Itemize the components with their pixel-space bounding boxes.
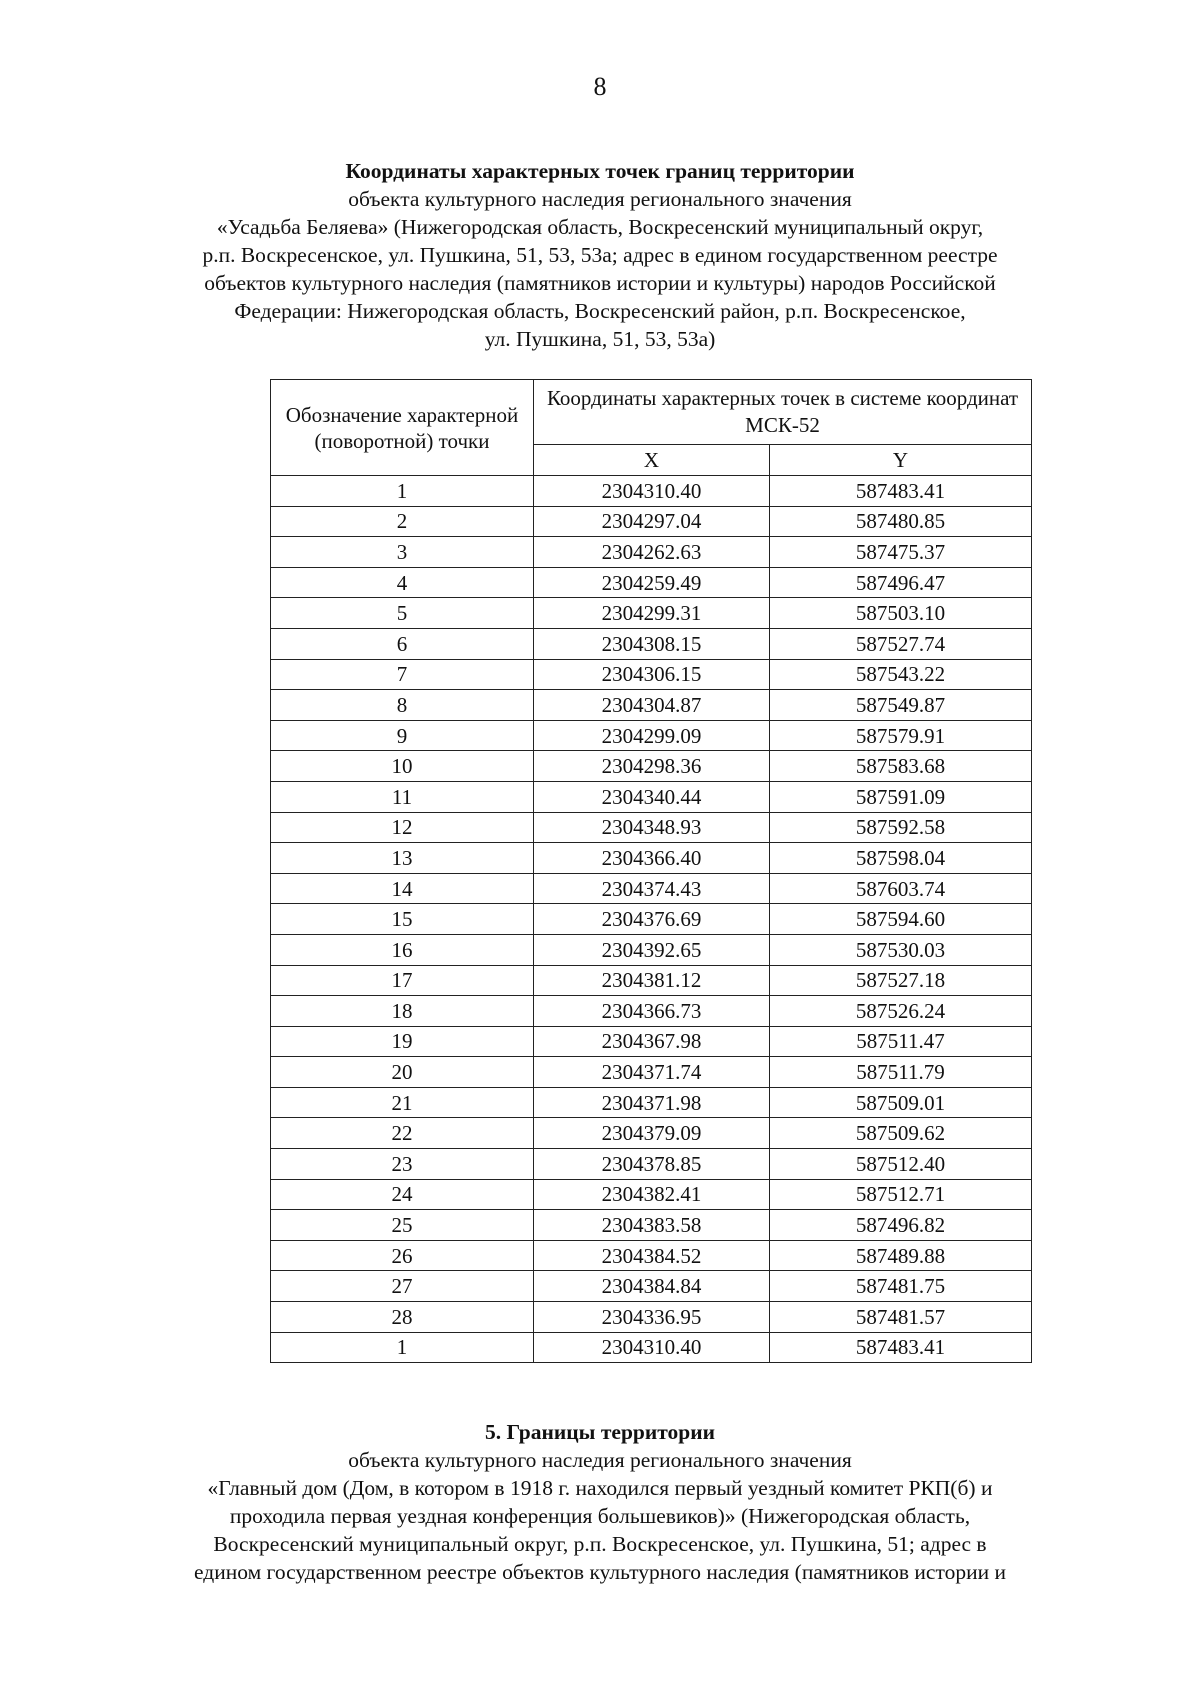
point-cell: 2 xyxy=(271,506,534,537)
table-row xyxy=(271,1271,1032,1302)
x-coordinate-cell: 2304379.09 xyxy=(534,1118,770,1149)
x-coordinate-cell: 2304384.84 xyxy=(534,1271,770,1302)
table-row xyxy=(271,1057,1032,1088)
section-line: проходила первая уездная конференция большевиков)» (Нижегородская область, xyxy=(229,1504,971,1528)
table-row xyxy=(271,1302,1032,1333)
x-coordinate-cell: 2304297.04 xyxy=(534,506,770,537)
point-cell: 6 xyxy=(271,628,534,659)
table-body xyxy=(271,476,1032,1363)
table-row xyxy=(271,567,1032,598)
y-coordinate-cell: 587594.60 xyxy=(770,904,1032,935)
x-coordinate-cell: 2304336.95 xyxy=(534,1302,770,1333)
table-row xyxy=(271,690,1032,721)
x-coordinate-cell: 2304371.74 xyxy=(534,1057,770,1088)
x-coordinate-cell: 2304340.44 xyxy=(534,781,770,812)
table-row xyxy=(271,781,1032,812)
coordinates-heading xyxy=(150,157,1050,353)
heading-line: объектов культурного наследия (памятников истории и культуры) народов Российской xyxy=(204,271,996,295)
y-coordinate-cell: 587511.47 xyxy=(770,1026,1032,1057)
table-row xyxy=(271,1149,1032,1180)
table-row xyxy=(271,1118,1032,1149)
section-line: объекта культурного наследия регионального значения xyxy=(348,1448,852,1472)
table-row xyxy=(271,1026,1032,1057)
y-coordinate-cell: 587481.75 xyxy=(770,1271,1032,1302)
x-coordinate-cell: 2304378.85 xyxy=(534,1149,770,1180)
y-coordinate-cell: 587591.09 xyxy=(770,781,1032,812)
x-coordinate-cell: 2304371.98 xyxy=(534,1087,770,1118)
section-line: едином государственном реестре объектов культурного наследия (памятников истории и xyxy=(194,1560,1006,1584)
x-coordinate-cell: 2304376.69 xyxy=(534,904,770,935)
x-coordinate-cell: 2304308.15 xyxy=(534,628,770,659)
table-row xyxy=(271,996,1032,1027)
point-cell: 16 xyxy=(271,934,534,965)
heading-line: объекта культурного наследия регионального значения xyxy=(348,187,852,211)
point-cell: 24 xyxy=(271,1179,534,1210)
x-coordinate-cell: 2304381.12 xyxy=(534,965,770,996)
y-coordinate-cell: 587509.01 xyxy=(770,1087,1032,1118)
y-coordinate-cell: 587543.22 xyxy=(770,659,1032,690)
x-coordinate-cell: 2304374.43 xyxy=(534,873,770,904)
table-row xyxy=(271,1087,1032,1118)
y-coordinate-cell: 587475.37 xyxy=(770,537,1032,568)
y-coordinate-cell: 587483.41 xyxy=(770,1332,1032,1363)
x-coordinate-cell: 2304348.93 xyxy=(534,812,770,843)
table-row xyxy=(271,904,1032,935)
table-header xyxy=(271,380,1032,476)
point-cell: 15 xyxy=(271,904,534,935)
y-coordinate-cell: 587526.24 xyxy=(770,996,1032,1027)
point-cell: 14 xyxy=(271,873,534,904)
x-coordinate-cell: 2304262.63 xyxy=(534,537,770,568)
y-coordinate-cell: 587583.68 xyxy=(770,751,1032,782)
table-row xyxy=(271,506,1032,537)
x-coordinate-cell: 2304310.40 xyxy=(534,476,770,507)
table-row xyxy=(271,751,1032,782)
x-coordinate-cell: 2304383.58 xyxy=(534,1210,770,1241)
section-5-heading xyxy=(150,1418,1050,1586)
x-coordinate-cell: 2304259.49 xyxy=(534,567,770,598)
point-cell: 1 xyxy=(271,1332,534,1363)
point-cell: 23 xyxy=(271,1149,534,1180)
page-number: 8 xyxy=(593,72,607,101)
point-cell: 7 xyxy=(271,659,534,690)
table-row xyxy=(271,598,1032,629)
point-cell: 11 xyxy=(271,781,534,812)
x-coordinate-cell: 2304310.40 xyxy=(534,1332,770,1363)
point-cell: 26 xyxy=(271,1240,534,1271)
x-coordinate-cell: 2304367.98 xyxy=(534,1026,770,1057)
heading-line: Федерации: Нижегородская область, Воскресенский район, р.п. Воскресенское, xyxy=(234,299,966,323)
coordinates-system-header: Координаты характерных точек в системе координат МСК-52 xyxy=(534,380,1032,445)
point-cell: 28 xyxy=(271,1302,534,1333)
point-cell: 13 xyxy=(271,843,534,874)
y-column-header: Y xyxy=(770,445,1032,476)
y-coordinate-cell: 587489.88 xyxy=(770,1240,1032,1271)
y-coordinate-cell: 587530.03 xyxy=(770,934,1032,965)
y-coordinate-cell: 587480.85 xyxy=(770,506,1032,537)
table-row xyxy=(271,934,1032,965)
section-line: Воскресенский муниципальный округ, р.п. Воскресенское, ул. Пушкина, 51; адрес в xyxy=(213,1532,987,1556)
table-row xyxy=(271,476,1032,507)
y-coordinate-cell: 587598.04 xyxy=(770,843,1032,874)
section-line: «Главный дом (Дом, в котором в 1918 г. находился первый уездный комитет РКП(б) и xyxy=(207,1476,993,1500)
point-cell: 22 xyxy=(271,1118,534,1149)
y-coordinate-cell: 587511.79 xyxy=(770,1057,1032,1088)
table-row xyxy=(271,628,1032,659)
x-coordinate-cell: 2304384.52 xyxy=(534,1240,770,1271)
y-coordinate-cell: 587481.57 xyxy=(770,1302,1032,1333)
x-coordinate-cell: 2304306.15 xyxy=(534,659,770,690)
heading-line: р.п. Воскресенское, ул. Пушкина, 51, 53, 53а; адрес в едином государственном реестре xyxy=(202,243,998,267)
x-coordinate-cell: 2304392.65 xyxy=(534,934,770,965)
table-row xyxy=(271,812,1032,843)
x-column-header: X xyxy=(534,445,770,476)
point-cell: 5 xyxy=(271,598,534,629)
table-row xyxy=(271,1210,1032,1241)
table-row xyxy=(271,1240,1032,1271)
point-designation-header: Обозначение характерной (поворотной) точки xyxy=(271,380,534,476)
heading-line: «Усадьба Беляева» (Нижегородская область, Воскресенский муниципальный округ, xyxy=(216,215,984,239)
table-row xyxy=(271,720,1032,751)
table-row xyxy=(271,1179,1032,1210)
x-coordinate-cell: 2304298.36 xyxy=(534,751,770,782)
table-row xyxy=(271,1332,1032,1363)
y-coordinate-cell: 587509.62 xyxy=(770,1118,1032,1149)
y-coordinate-cell: 587496.47 xyxy=(770,567,1032,598)
heading-line: ул. Пушкина, 51, 53, 53а) xyxy=(484,327,716,351)
y-coordinate-cell: 587603.74 xyxy=(770,873,1032,904)
y-coordinate-cell: 587483.41 xyxy=(770,476,1032,507)
x-coordinate-cell: 2304299.31 xyxy=(534,598,770,629)
y-coordinate-cell: 587527.74 xyxy=(770,628,1032,659)
point-cell: 19 xyxy=(271,1026,534,1057)
point-cell: 18 xyxy=(271,996,534,1027)
table-row xyxy=(271,965,1032,996)
section-title: 5. Границы территории xyxy=(484,1420,716,1444)
heading-title: Координаты характерных точек границ территории xyxy=(345,159,855,183)
point-cell: 12 xyxy=(271,812,534,843)
x-coordinate-cell: 2304366.73 xyxy=(534,996,770,1027)
y-coordinate-cell: 587549.87 xyxy=(770,690,1032,721)
y-coordinate-cell: 587579.91 xyxy=(770,720,1032,751)
table-row xyxy=(271,659,1032,690)
y-coordinate-cell: 587503.10 xyxy=(770,598,1032,629)
y-coordinate-cell: 587496.82 xyxy=(770,1210,1032,1241)
point-cell: 21 xyxy=(271,1087,534,1118)
y-coordinate-cell: 587527.18 xyxy=(770,965,1032,996)
point-cell: 8 xyxy=(271,690,534,721)
point-cell: 3 xyxy=(271,537,534,568)
x-coordinate-cell: 2304299.09 xyxy=(534,720,770,751)
table-row xyxy=(271,873,1032,904)
y-coordinate-cell: 587592.58 xyxy=(770,812,1032,843)
table-row xyxy=(271,843,1032,874)
point-cell: 20 xyxy=(271,1057,534,1088)
table-row xyxy=(271,537,1032,568)
point-cell: 10 xyxy=(271,751,534,782)
x-coordinate-cell: 2304382.41 xyxy=(534,1179,770,1210)
point-cell: 27 xyxy=(271,1271,534,1302)
y-coordinate-cell: 587512.40 xyxy=(770,1149,1032,1180)
x-coordinate-cell: 2304366.40 xyxy=(534,843,770,874)
point-cell: 4 xyxy=(271,567,534,598)
y-coordinate-cell: 587512.71 xyxy=(770,1179,1032,1210)
coordinates-table xyxy=(270,379,1032,1363)
point-cell: 1 xyxy=(271,476,534,507)
point-cell: 25 xyxy=(271,1210,534,1241)
x-coordinate-cell: 2304304.87 xyxy=(534,690,770,721)
point-cell: 9 xyxy=(271,720,534,751)
point-cell: 17 xyxy=(271,965,534,996)
